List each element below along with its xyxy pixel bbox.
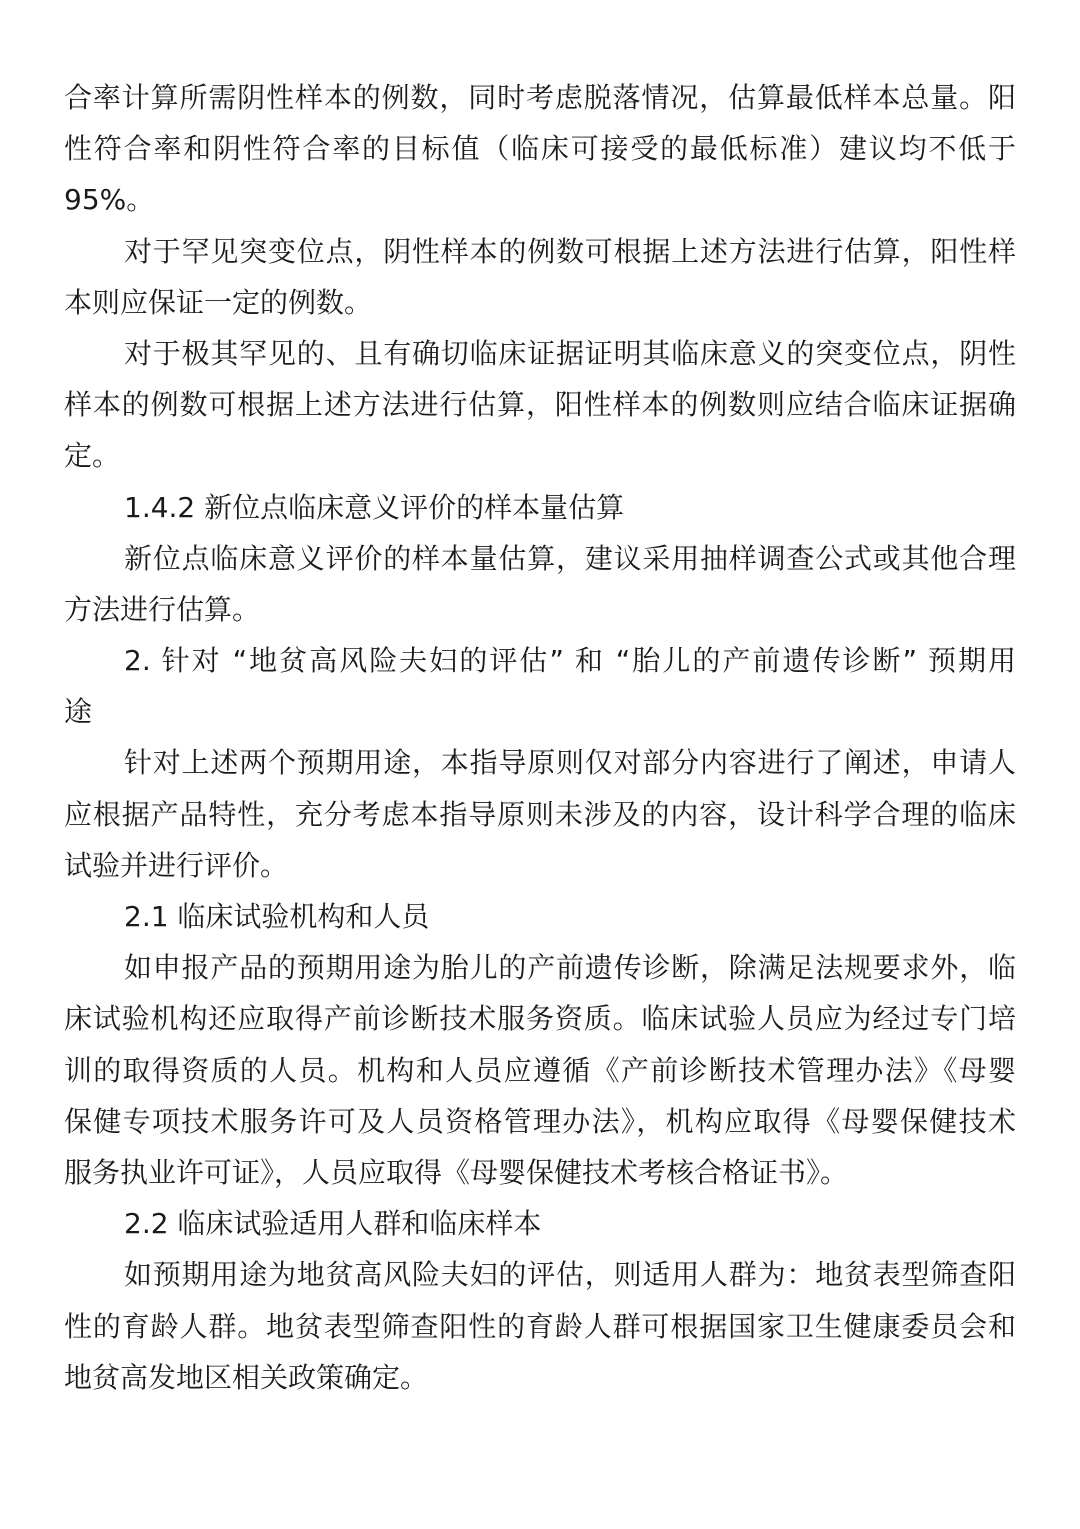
paragraph-p7 <box>64 1249 1016 1403</box>
text-line: 对于罕见突变位点，阴性样本的例数可根据上述方法进行估算，阳性样 <box>124 234 1016 268</box>
text-line: 床试验机构还应取得产前诊断技术服务资质。临床试验人员应为经过专门培 <box>64 1002 1016 1036</box>
text-line: 对于极其罕见的、且有确切临床证据证明其临床意义的突变位点，阴性 <box>124 336 1016 370</box>
document-page <box>64 72 1016 1403</box>
paragraph-h2 <box>64 635 1016 737</box>
paragraph-p4 <box>64 533 1016 635</box>
text-line: 应根据产品特性，充分考虑本指导原则未涉及的内容，设计科学合理的临床 <box>64 797 1016 831</box>
text-line: 如预期用途为地贫高风险夫妇的评估，则适用人群为：地贫表型筛查阳 <box>124 1258 1016 1292</box>
paragraph-p2 <box>64 226 1016 328</box>
text-line: 如申报产品的预期用途为胎儿的产前遗传诊断，除满足法规要求外，临 <box>124 951 1016 985</box>
text-line: 针对上述两个预期用途，本指导原则仅对部分内容进行了阐述，申请人 <box>124 746 1016 780</box>
paragraph-p5 <box>64 737 1016 891</box>
text-line: 2. 针对 “地贫高风险夫妇的评估” 和 “胎儿的产前遗传诊断” 预期用 <box>124 644 1016 678</box>
text-line: 本则应保证一定的例数。 <box>64 285 373 319</box>
paragraph-p3 <box>64 328 1016 482</box>
paragraph-h21 <box>64 891 1016 942</box>
paragraph-p6 <box>64 942 1016 1198</box>
text-line: 保健专项技术服务许可及人员资格管理办法》，机构应取得《母婴保健技术 <box>64 1104 1016 1138</box>
text-line: 新位点临床意义评价的样本量估算，建议采用抽样调查公式或其他合理 <box>124 541 1016 575</box>
paragraph-h22 <box>64 1198 1016 1249</box>
paragraph-h142 <box>64 482 1016 533</box>
text-line: 1.4.2 新位点临床意义评价的样本量估算 <box>124 490 625 524</box>
text-line: 方法进行估算。 <box>64 592 261 626</box>
text-line: 服务执业许可证》，人员应取得《母婴保健技术考核合格证书》。 <box>64 1155 849 1189</box>
text-line: 样本的例数可根据上述方法进行估算，阳性样本的例数则应结合临床证据确 <box>64 388 1016 422</box>
text-line: 性的育龄人群。地贫表型筛查阳性的育龄人群可根据国家卫生健康委员会和 <box>64 1309 1016 1343</box>
paragraph-p1 <box>64 72 1016 226</box>
text-line: 2.2 临床试验适用人群和临床样本 <box>124 1207 542 1241</box>
text-line: 途 <box>64 695 93 729</box>
text-line: 定。 <box>64 439 121 473</box>
text-line: 训的取得资质的人员。机构和人员应遵循《产前诊断技术管理办法》《母婴 <box>64 1053 1016 1087</box>
text-line: 性符合率和阴性符合率的目标值（临床可接受的最低标准）建议均不低于 <box>64 132 1016 166</box>
text-line: 地贫高发地区相关政策确定。 <box>64 1360 429 1394</box>
text-line: 95%。 <box>64 183 155 217</box>
text-line: 合率计算所需阴性样本的例数，同时考虑脱落情况，估算最低样本总量。阳 <box>64 81 1016 114</box>
text-line: 试验并进行评价。 <box>64 848 289 882</box>
text-line: 2.1 临床试验机构和人员 <box>124 900 430 933</box>
